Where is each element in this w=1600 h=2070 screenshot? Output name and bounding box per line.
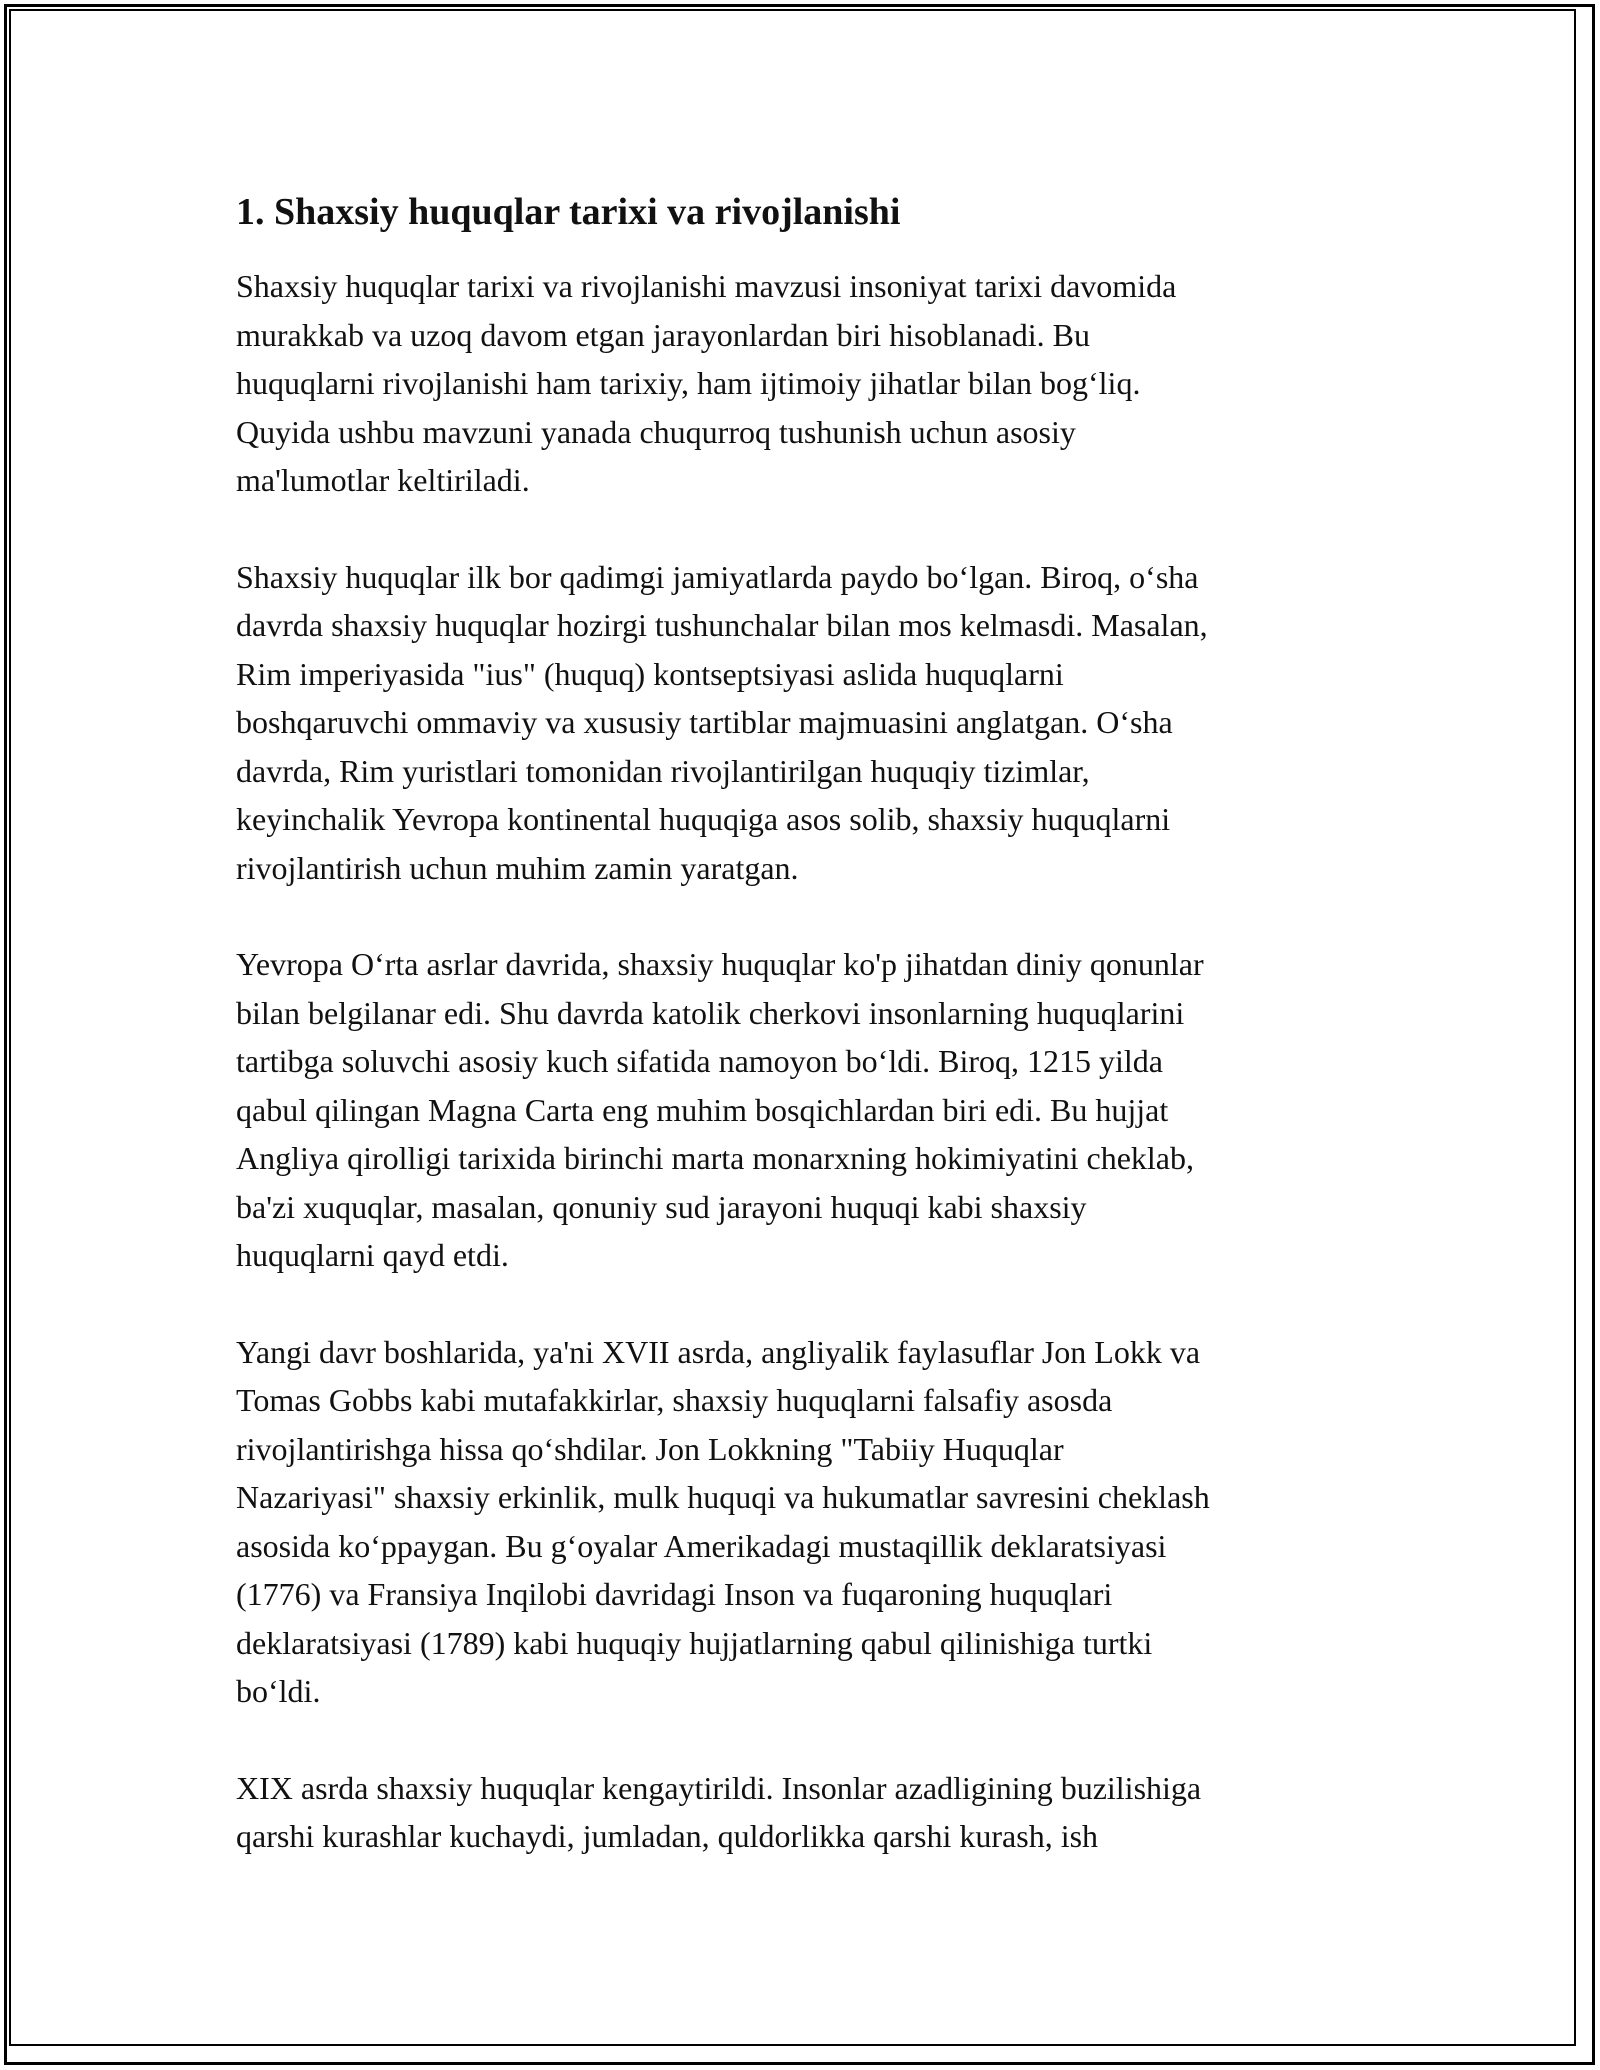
paragraph-ancient: Shaxsiy huquqlar ilk bor qadimgi jamiyatlarda paydo bo‘lgan. Biroq, o‘sha davrda shaxsiy huquqlar hozirgi tushunchalar bilan mos kelmasdi. Masalan, Rim imperiyasida "ius" (huquq) kontseptsiyasi aslida huquqlarni boshqaruvchi ommaviy va xususiy tartiblar majmuasini anglatgan. O‘sha davrda, Rim yuristlari tomonidan rivojlantirilgan huquqiy tizimlar, keyinchalik Yevropa kontinental huquqiga asos solib, shaxsiy huquqlarni rivojlantirish uchun muhim zamin yaratgan. bbox=[236, 558, 1208, 886]
paragraph-nineteenth-century: XIX asrda shaxsiy huquqlar kengaytirildi. Insonlar azadligining buzilishiga qarshi kurashlar kuchaydi, jumladan, quldorlikka qarshi kurash, ish bbox=[236, 1769, 1202, 1854]
paragraph-intro: Shaxsiy huquqlar tarixi va rivojlanishi mavzusi insoniyat tarixi davomida murakkab va uzoq davom etgan jarayonlardan biri hisoblanadi. Bu huquqlarni rivojlanishi ham tarixiy, ham ijtimoiy jihatlar bilan bog‘liq. Quyida ushbu mavzuni yanada chuqurroq tushunish uchun asosiy ma'lumotlar keltiriladi. bbox=[236, 268, 1177, 498]
paragraph-middle-ages: Yevropa O‘rta asrlar davrida, shaxsiy huquqlar ko'p jihatdan diniy qonunlar bilan belgilanar edi. Shu davrda katolik cherkovi insonlarning huquqlarini tartibga soluvchi asosiy kuch sifatida namoyon bo‘ldi. Biroq, 1215 yilda qabul qilingan Magna Carta eng muhim bosqichlardan biri edi. Bu hujjat Angliya qirolligi tarixida birinchi marta monarxning hokimiyatini cheklab, ba'zi xuquqlar, masalan, qonuniy sud jarayoni huquqi kabi shaxsiy huquqlarni qayd etdi. bbox=[236, 946, 1204, 1273]
section-heading: 1. Shaxsiy huquqlar tarixi va rivojlanishi bbox=[236, 191, 901, 233]
document-body bbox=[236, 188, 1356, 1909]
paragraph-new-era: Yangi davr boshlarida, ya'ni XVII asrda, angliyalik faylasuflar Jon Lokk va Tomas Gobbs kabi mutafakkirlar, shaxsiy huquqlarni falsafiy asosda rivojlantirishga hissa qo‘shdilar. Jon Lokkning "Tabiiy Huquqlar Nazariyasi" shaxsiy erkinlik, mulk huquqi va hukumatlar savresini cheklash asosida ko‘ppaygan. Bu g‘oyalar Amerikadagi mustaqillik deklaratsiyasi (1776) va Fransiya Inqilobi davridagi Inson va fuqaroning huquqlari deklaratsiyasi (1789) kabi huquqiy hujjatlarning qabul qilinishiga turtki bo‘ldi. bbox=[236, 1333, 1210, 1709]
